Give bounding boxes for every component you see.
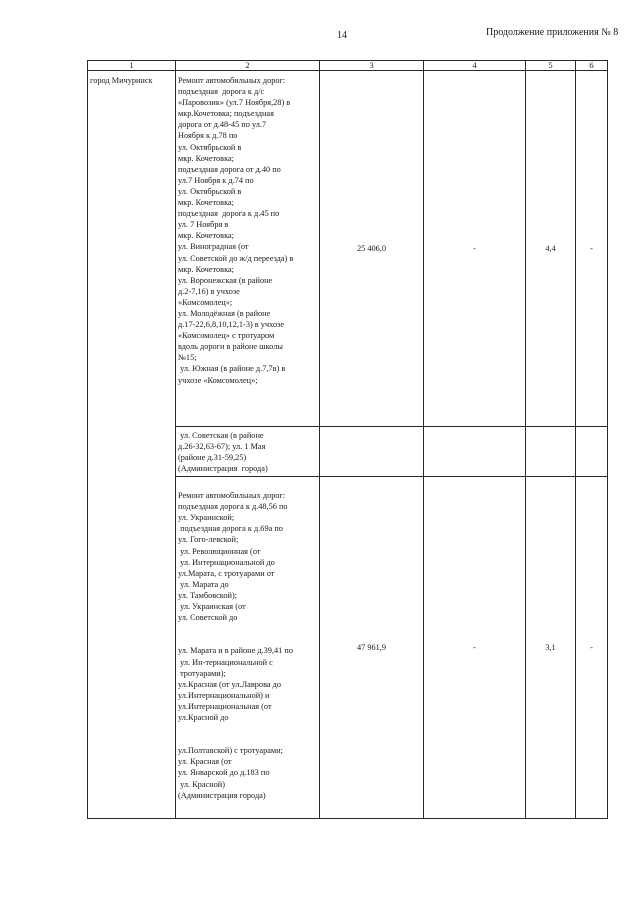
description-cell (176, 477, 320, 819)
value-cell: 3,1 (526, 477, 576, 819)
column-header: 1 (88, 61, 176, 71)
description-text: ул. Советская (в районе д.26-32,63-67); ул. 1 Мая (районе д.31-59,25) (Администрация города) (178, 431, 268, 474)
funding-table (87, 60, 608, 819)
table-header-row (88, 61, 608, 71)
description-text: Ремонт автомобильных дорог: подъездная дорога к д/с «Паровозик» (ул.7 Ноября,28) в мкр.Кочетовка; подъездная дорога от д.48-45 по ул.7 Ноября к д.78 по ул. Октябрьской в мкр. Кочетовка; подъездная дорога от д.40 по ул.7 Ноября к д.74 по ул. Октябрьской в мкр. Кочетовка; подъездная дорога к д.45 по ул. 7 Ноября в мкр. Кочетовка; ул. Виноградная (от ул. Советской до ж/д переезда) в мкр. Кочетовка; ул. Воронежская (в районе д.2-7,16) в учхозе «Комсомолец»; ул. Молодёжная (в районе д.17-22,6,8,10,12,1-3) в учхозе «Комсомолец» с тротуаром вдоль дороги в районе школы №15; ул. Южная (в районе д.7,7в) в учхозе «Комсомолец»; (178, 76, 294, 385)
column-header: 6 (576, 61, 608, 71)
city-cell (88, 71, 176, 819)
column-header: 4 (424, 61, 526, 71)
value-cell: 25 406,0 (320, 71, 424, 427)
value-cell (526, 427, 576, 477)
value-cell (576, 427, 608, 477)
value-cell: - (576, 477, 608, 819)
value-cell: - (576, 71, 608, 427)
appendix-continuation-note: Продолжение приложения № 8 (486, 27, 619, 38)
value-cell: - (424, 477, 526, 819)
page-number: 14 (337, 30, 347, 41)
value-cell: - (424, 71, 526, 427)
city-name: город Мичуринск (90, 76, 153, 85)
value-cell: 47 961,9 (320, 477, 424, 819)
description-cell (176, 427, 320, 477)
column-header: 5 (526, 61, 576, 71)
value-cell (424, 427, 526, 477)
column-header: 3 (320, 61, 424, 71)
description-text: Ремонт автомобильных дорог: подъездная дорога к д.48,56 по ул. Украинской; подъездная дорога к д.69а по ул. Гого-левской; ул. Революционная (от ул. Интернациональной до ул.Марата, с тротуарами от ул. Марата до ул. Тамбовской); ул. Украинская (от ул. Советской до ул. Марата и в районе д.39,41 по ул. Ин-тернациональной с тротуарами); ул.Красная (от ул.Лаврова до ул.Интернациональной) и ул.Интернациональная (от ул.Красной до ул.Полтавской) с тротуарами; ул. Красная (от ул. Январской до д.183 по ул. Красной) (Администрация города) (178, 491, 293, 800)
value-cell (320, 427, 424, 477)
value-cell: 4,4 (526, 71, 576, 427)
description-cell (176, 71, 320, 427)
column-header: 2 (176, 61, 320, 71)
table-row (88, 71, 608, 427)
